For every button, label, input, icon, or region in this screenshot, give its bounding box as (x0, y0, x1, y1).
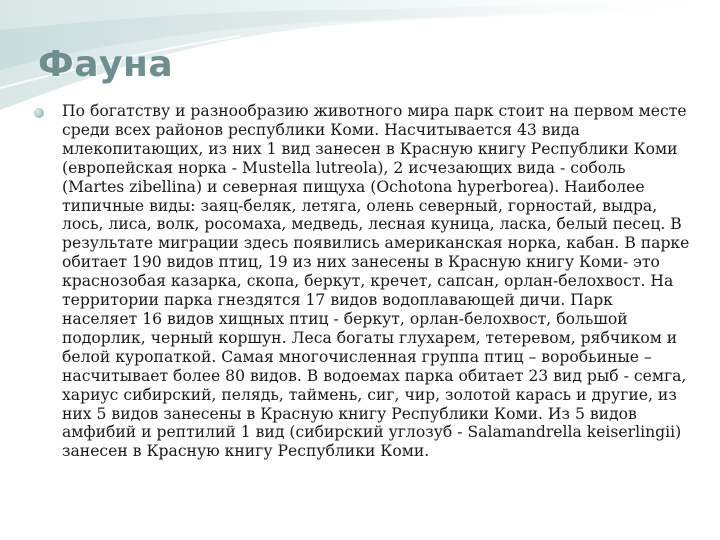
slide-content (32, 102, 692, 461)
bullet-dot-icon (34, 108, 44, 118)
bullet-item (32, 102, 692, 461)
slide-title: Фауна (38, 44, 174, 85)
bullet-text: По богатству и разнообразию животного мира парк стоит на первом месте среди всех районов республики Коми. Насчитывается 43 вида млекопитающих, из них 1 вид занесен в Красную книгу Республики Коми (европейская норка - Mustella lutreola), 2 исчезающих вида - соболь (Martes zibellina) и северная пищуха (Ochotona hyperborea). Наиболее типичные виды: заяц-беляк, летяга, олень северный, горностай, выдра, лось, лиса, волк, росомаха, медведь, лесная куница, ласка, белый песец. В результате миграции здесь появились американская норка, кабан. В парке обитает 190 видов птиц, 19 из них занесены в Красную книгу Коми- это краснозобая казарка, скопа, беркут, кречет, сапсан, орлан-белохвост. На территории парка гнездятся 17 видов водоплавающей дичи. Парк населяет 16 видов хищных птиц - беркут, орлан-белохвост, большой подорлик, черный коршун. Леса богаты глухарем, тетеревом, рябчиком и белой куропаткой. Самая многочисленная группа птиц – воробьиные – насчитывает более 80 видов. В водоемах парка обитает 23 вид рыб - семга, хариус сибирский, пелядь, таймень, сиг, чир, золотой карась и другие, из них 5 видов занесены в Красную книгу Республики Коми. Из 5 видов амфибий и рептилий 1 вид (сибирский углозуб - Salamandrella keiserlingii) занесен в Красную книгу Республики Коми. (62, 102, 690, 461)
